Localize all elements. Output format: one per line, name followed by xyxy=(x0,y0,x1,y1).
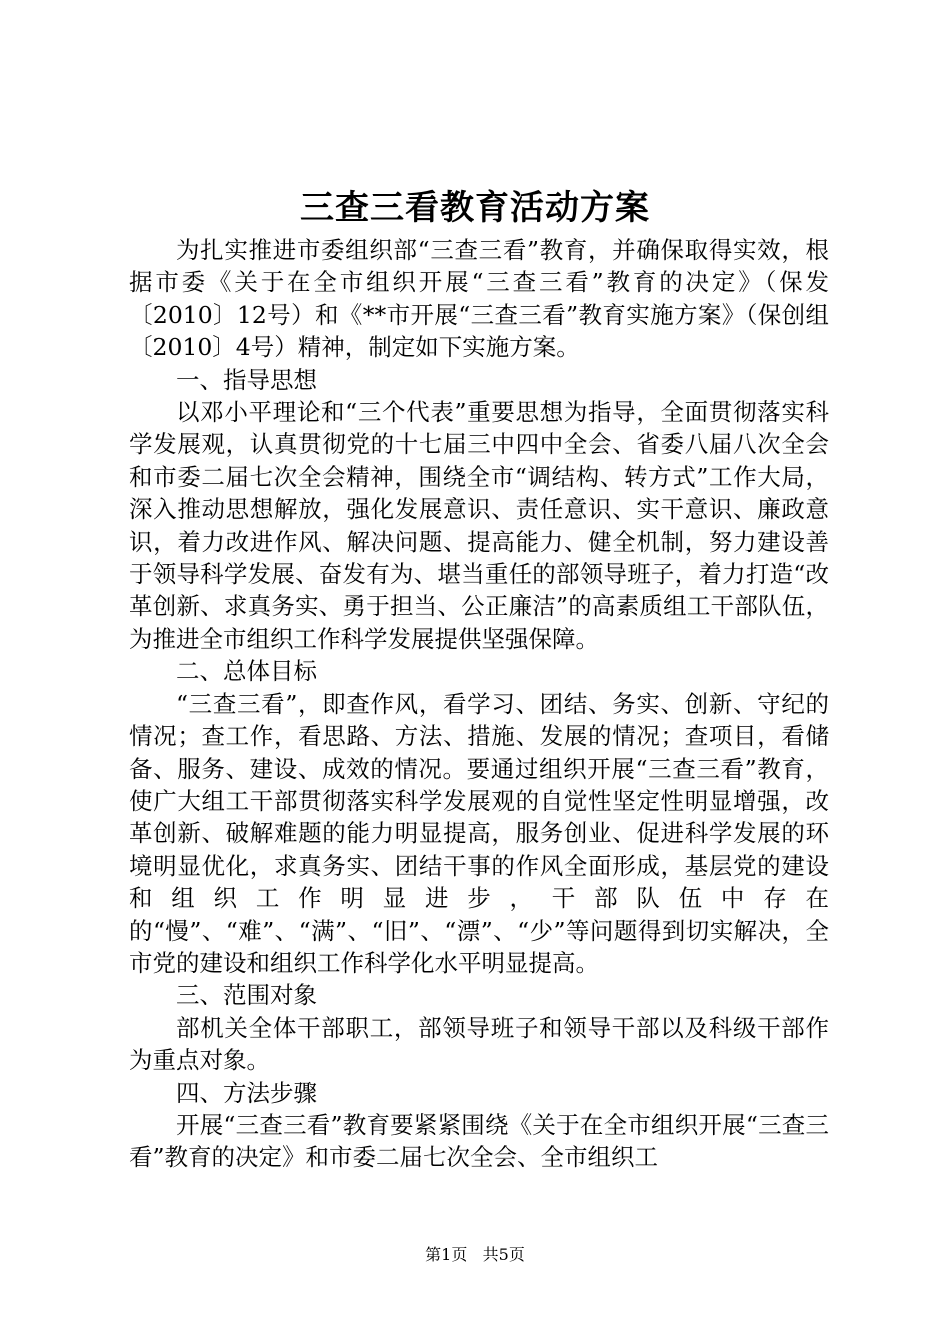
page-footer xyxy=(0,1244,950,1266)
document-title: 三查三看教育活动方案 xyxy=(300,188,650,228)
section-heading-scope: 三、范围对象 xyxy=(176,981,317,1010)
footer-spacer xyxy=(472,1245,477,1264)
page-number: 第1页 xyxy=(425,1245,468,1264)
methods-paragraph: 开展“三查三看”教育要紧紧围绕《关于在全市组织开展“三查三看”教育的决定》和市委二届七次全会、全市组织工 xyxy=(129,1110,829,1172)
intro-paragraph: 为扎实推进市委组织部“三查三看”教育，并确保取得实效，根据市委《关于在全市组织开展“三查三看”教育的决定》（保发〔2010〕12号）和《**市开展“三查三看”教育实施方案》（保创组〔2010〕4号）精神，制定如下实施方案。 xyxy=(129,236,829,362)
overall-goal-paragraph: “三查三看”，即查作风，看学习、团结、务实、创新、守纪的情况；查工作，看思路、方法、措施、发展的情况；查项目，看储备、服务、建设、成效的情况。要通过组织开展“三查三看”教育，使广大组工干部贯彻落实科学发展观的自觉性坚定性明显增强，改革创新、破解难题的能力明显提高，服务创业、促进科学发展的环境明显优化，求真务实、团结干事的作风全面形成，基层党的建设和组织工作明显进步，干部队伍中存在的“慢”、“难”、“满”、“旧”、“漂”、“少”等问题得到切实解决，全市党的建设和组织工作科学化水平明显提高。 xyxy=(129,689,829,977)
guiding-ideology-paragraph: 以邓小平理论和“三个代表”重要思想为指导，全面贯彻落实科学发展观，认真贯彻党的十七届三中四中全会、省委八届八次全会和市委二届七次全会精神，围绕全市“调结构、转方式”工作大局，深入推动思想解放，强化发展意识、责任意识、实干意识、廉政意识，着力改进作风、解决问题、提高能力、健全机制，努力建设善于领导科学发展、奋发有为、堪当重任的部领导班子，着力打造“改革创新、求真务实、勇于担当、公正廉洁”的高素质组工干部队伍，为推进全市组织工作科学发展提供坚强保障。 xyxy=(129,398,829,653)
page-total: 共5页 xyxy=(482,1245,525,1264)
section-heading-methods: 四、方法步骤 xyxy=(176,1078,317,1107)
section-heading-guiding-ideology: 一、指导思想 xyxy=(176,365,317,394)
section-heading-overall-goal: 二、总体目标 xyxy=(176,657,317,686)
document-body xyxy=(129,234,829,1174)
scope-paragraph: 部机关全体干部职工，部领导班子和领导干部以及科级干部作为重点对象。 xyxy=(129,1013,829,1075)
